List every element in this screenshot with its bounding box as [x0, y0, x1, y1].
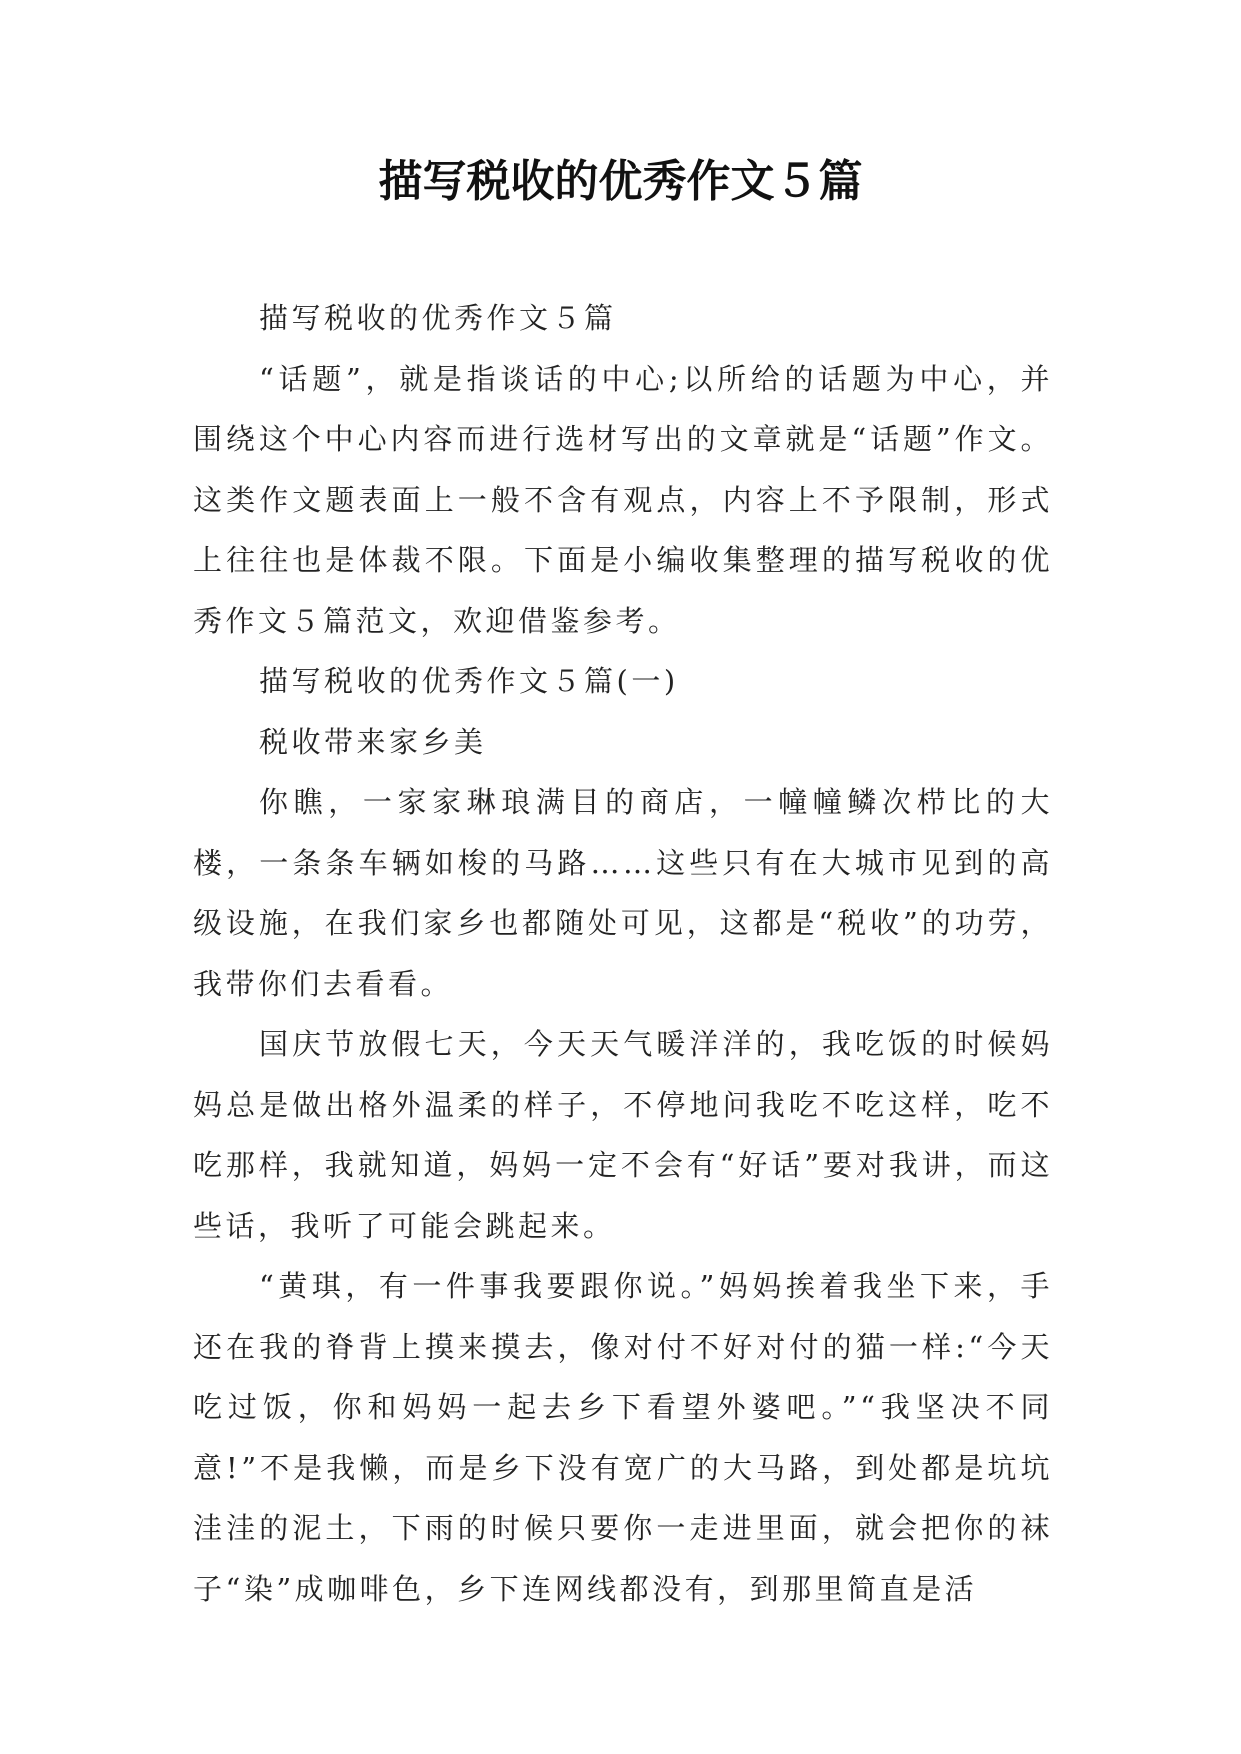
intro-paragraph: “话题”，就是指谈话的中心;以所给的话题为中心，并围绕这个中心内容而进行选材写出的文章就是“话题”作文。这类作文题表面上一般不含有观点，内容上不予限制，形式上往往也是体裁不限。下面是小编收集整理的描写税收的优秀作文５篇范文，欢迎借鉴参考。	[193, 361, 1053, 638]
document-title: 描写税收的优秀作文５篇	[378, 156, 863, 207]
document-body	[193, 288, 1053, 1619]
body-paragraph: “黄琪，有一件事我要跟你说。”妈妈挨着我坐下来，手还在我的脊背上摸来摸去，像对付不好对付的猫一样:“今天吃过饭，你和妈妈一起去乡下看望外婆吧。”“我坚决不同意!”不是我懒，而是乡下没有宽广的大马路，到处都是坑坑洼洼的泥土，下雨的时候只要你一走进里面，就会把你的袜子“染”成咖啡色，乡下连网线都没有，到那里简直是活	[193, 1269, 1053, 1606]
essay-title: 税收带来家乡美	[259, 724, 487, 759]
body-paragraph: 你瞧，一家家琳琅满目的商店，一幢幢鳞次栉比的大楼，一条条车辆如梭的马路……这些只有在大城市见到的高级设施，在我们家乡也都随处可见，这都是“税收”的功劳，我带你们去看看。	[193, 785, 1053, 1001]
body-paragraph: 国庆节放假七天，今天天气暖洋洋的，我吃饭的时候妈妈总是做出格外温柔的样子，不停地问我吃不吃这样，吃不吃那样，我就知道，妈妈一定不会有“好话”要对我讲，而这些话，我听了可能会跳起来。	[193, 1027, 1053, 1243]
section-heading: 描写税收的优秀作文５篇(一)	[259, 664, 679, 698]
subtitle-paragraph: 描写税收的优秀作文５篇	[259, 301, 617, 335]
